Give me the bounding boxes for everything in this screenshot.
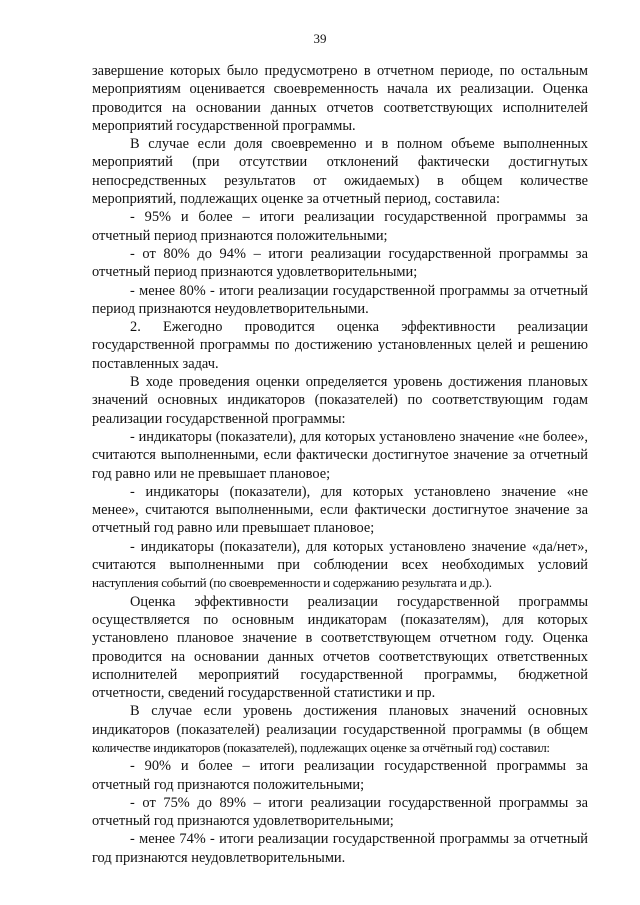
list-item: - от 75% до 89% – итоги реализации государственной программы за отчетный год признаются удовлетворительными; — [92, 794, 588, 830]
list-item: - менее 74% - итоги реализации государственной программы за отчетный год признаются неудовлетворительными. — [92, 831, 588, 866]
list-item — [92, 538, 588, 593]
list-item: - 90% и более – итоги реализации государственной программы за отчетный год признаются положительными; — [92, 758, 588, 793]
list-item: - индикаторы (показатели), для которых установлено значение «не более», считаются выполненными, если фактически достигнутое значение за отчетный год равно или не превышает плановое; — [92, 428, 588, 482]
list-item: - индикаторы (показатели), для которых установлено значение «не менее», считаются выполненными, если фактически достигнутое значение за отчетный год равно или превышает плановое; — [92, 483, 588, 537]
condensed-line: количестве индикаторов (показателей), подлежащих оценке за отчётный год) составил: — [92, 739, 550, 755]
condensed-line: наступления событий (по своевременности и содержанию результата и др.). — [92, 575, 492, 591]
paragraph: В ходе проведения оценки определяется уровень достижения плановых значений основных индикаторов (показателей) по соответствующим годам реализации государственной программы: — [92, 374, 588, 427]
numbered-paragraph: 2. Ежегодно проводится оценка эффективности реализации государственной программы по достижению установленных целей и решению поставленных задач. — [92, 319, 588, 372]
list-item: - от 80% до 94% – итоги реализации государственной программы за отчетный период признаются удовлетворительными; — [92, 245, 588, 281]
paragraph: В случае если доля своевременно и в полном объеме выполненных мероприятий (при отсутствии отклонений фактически достигнутых непосредственных результатов от ожидаемых) в общем количестве мероприятий, подлежащих оценке за отчетный период, составила: — [92, 136, 588, 208]
paragraph: Оценка эффективности реализации государственной программы осуществляется по основным индикаторам (показателям), для которых установлено плановое значение в соответствующем отчетном году. Оценка проводится на основании данных отчетов соответствующих ответственных исполнителей мероприятий государственной программы, бюджетной отчетности, сведений государственной статистики и пр. — [92, 593, 588, 702]
list-item-text: - индикаторы (показатели), для которых установлено значение «да/нет», считаются выполненными при соблюдении всех необходимых условий — [92, 538, 588, 574]
paragraph-text: В случае если уровень достижения плановых значений основных индикаторов (показателей) реализации государственной программы (в общем — [92, 703, 588, 738]
body-text — [92, 62, 588, 867]
list-item: - 95% и более – итоги реализации государственной программы за отчетный период признаются положительными; — [92, 209, 588, 244]
list-item: - менее 80% - итоги реализации государственной программы за отчетный период признаются неудовлетворительными. — [92, 282, 588, 317]
paragraph — [92, 702, 588, 757]
paragraph: завершение которых было предусмотрено в отчетном периоде, по остальным мероприятиям оценивается своевременность начала их реализации. Оценка проводится на основании данных отчетов соответствующих исполнителей мероприятий государственной программы. — [92, 63, 588, 134]
page-number: 39 — [313, 31, 327, 46]
